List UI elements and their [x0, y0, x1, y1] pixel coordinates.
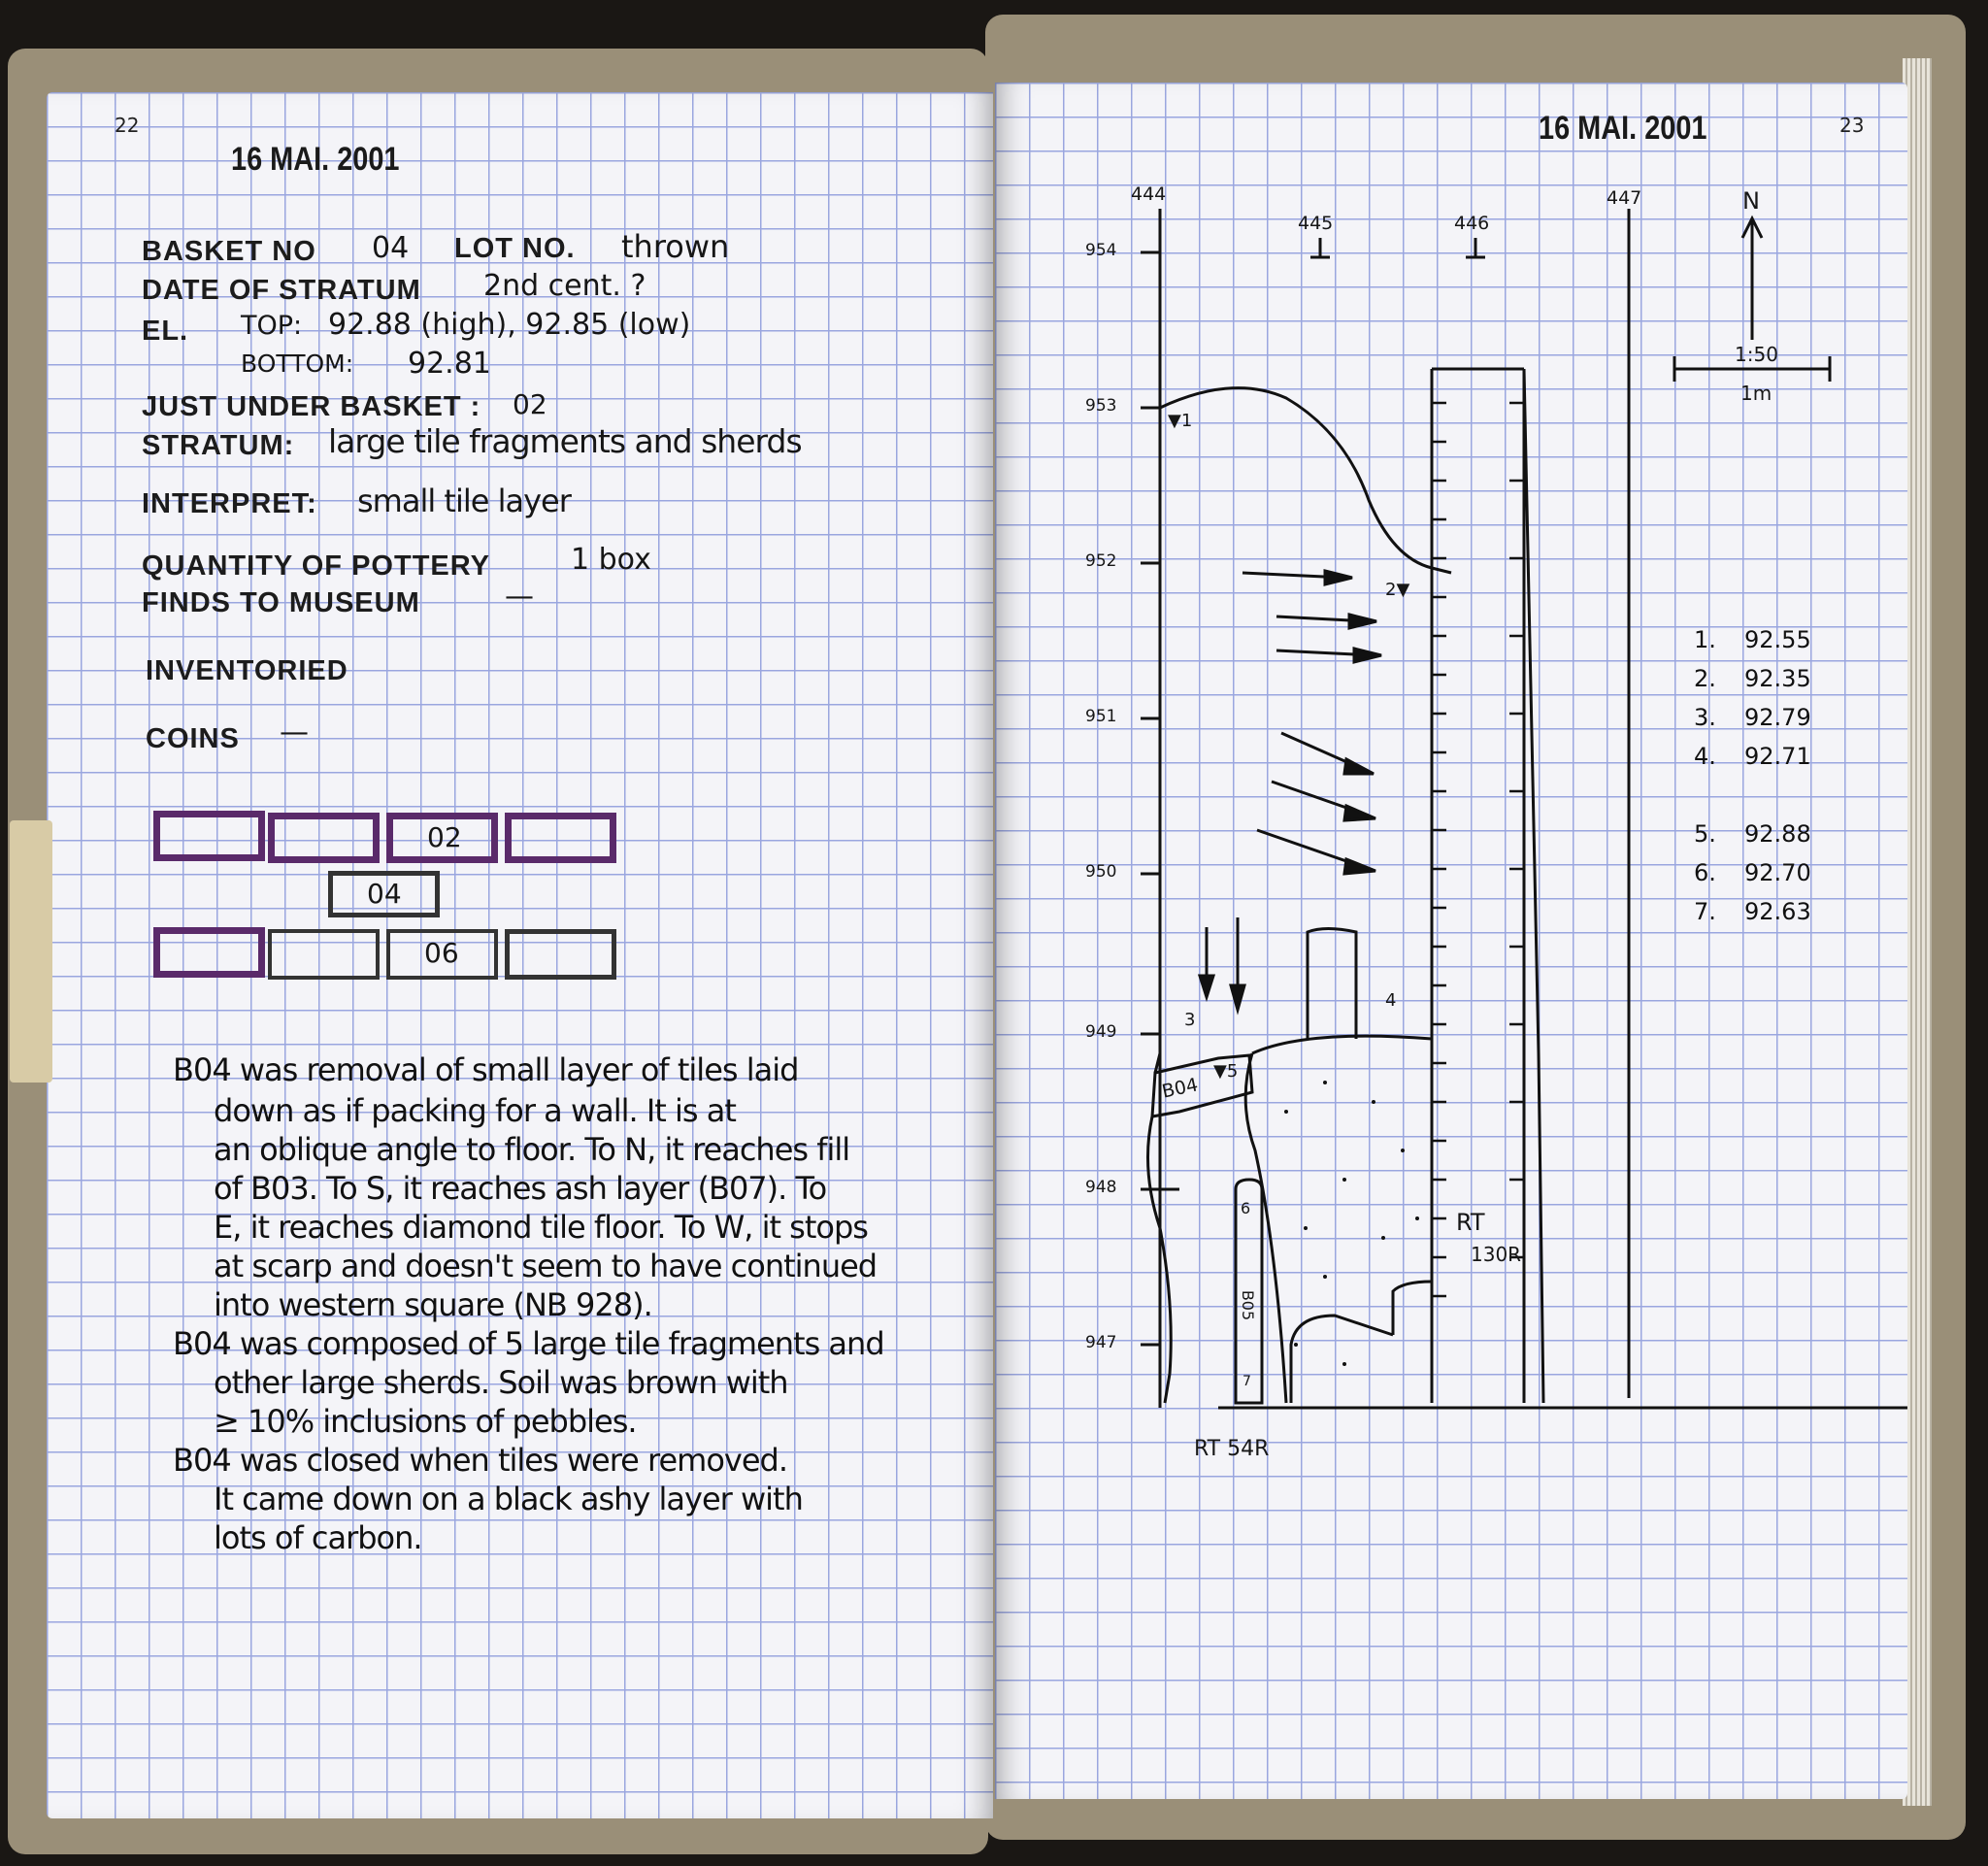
grid-949: 949	[1085, 1022, 1117, 1042]
elev-3-num: 3.	[1694, 704, 1716, 731]
elev-4-num: 4.	[1694, 743, 1716, 770]
el-label: EL.	[142, 316, 189, 347]
note-line-13: lots of carbon.	[214, 1519, 422, 1556]
basket-box-7	[386, 929, 498, 980]
elev-1-val: 92.55	[1744, 626, 1811, 653]
elev-6-val: 92.70	[1744, 859, 1811, 886]
scale-length: 1m	[1740, 382, 1773, 405]
label-b04: B04	[1160, 1074, 1201, 1103]
grid-445: 445	[1298, 213, 1334, 234]
note-line-8: B04 was composed of 5 large tile fragments and	[173, 1325, 884, 1362]
date-value: 2nd cent. ?	[483, 269, 646, 303]
basket-04: 04	[367, 878, 402, 910]
interpret-value: small tile layer	[357, 483, 571, 519]
date-stamp-right: 16 MAI. 2001	[1539, 110, 1707, 147]
label-rt-right-2: 130R	[1471, 1243, 1522, 1266]
top-label: TOP:	[241, 311, 303, 341]
stratum-value: large tile fragments and sherds	[328, 422, 802, 460]
point-1: ▼1	[1168, 411, 1193, 431]
point-4: 4	[1385, 990, 1397, 1011]
inventoried-label: INVENTORIED	[146, 655, 348, 686]
note-line-3: an oblique angle to floor. To N, it reaches fill	[214, 1131, 850, 1168]
grid-446: 446	[1454, 213, 1490, 234]
grid-947: 947	[1085, 1333, 1117, 1352]
note-line-11: B04 was closed when tiles were removed.	[173, 1442, 787, 1479]
elev-2-num: 2.	[1694, 665, 1716, 692]
basket-box-6	[268, 929, 380, 980]
date-stamp-left: 16 MAI. 2001	[231, 141, 400, 178]
grid-953: 953	[1085, 396, 1117, 416]
note-line-1: B04 was removal of small layer of tiles laid	[173, 1051, 799, 1088]
elev-4-val: 92.71	[1744, 743, 1811, 770]
elev-2-val: 92.35	[1744, 665, 1811, 692]
grid-444: 444	[1131, 183, 1167, 205]
label-rt-right: RT	[1456, 1209, 1485, 1236]
bottom-value: 92.81	[408, 347, 491, 381]
scale-ratio: 1:50	[1735, 343, 1778, 366]
bookmark-tab	[10, 820, 52, 1083]
finds-value: —	[505, 580, 534, 614]
coins-value: —	[280, 716, 309, 750]
quantity-value: 1 box	[571, 543, 651, 577]
elev-7-num: 7.	[1694, 898, 1716, 925]
elev-6-num: 6.	[1694, 859, 1716, 886]
note-line-7: into western square (NB 928).	[214, 1286, 652, 1323]
basket-box-middle	[328, 871, 440, 917]
basket-box-3	[386, 813, 498, 863]
elev-1-num: 1.	[1694, 626, 1716, 653]
note-line-4: of B03. To S, it reaches ash layer (B07). To	[214, 1170, 827, 1207]
quantity-label: QUANTITY OF POTTERY	[142, 550, 490, 582]
point-5: ▼5	[1213, 1061, 1239, 1082]
basket-02: 02	[427, 821, 462, 853]
grid-447: 447	[1607, 187, 1642, 209]
basket-label: BASKET NO	[142, 236, 316, 267]
lot-label: LOT NO.	[454, 233, 576, 264]
note-line-6: at scarp and doesn't seem to have continued	[214, 1248, 878, 1284]
grid-954: 954	[1085, 241, 1117, 260]
point-7: 7	[1242, 1374, 1251, 1389]
basket-box-8	[505, 929, 616, 980]
label-b05: B05	[1239, 1289, 1258, 1321]
coins-label: COINS	[146, 723, 240, 754]
bottom-label: BOTTOM:	[241, 350, 354, 378]
right-page	[995, 83, 1907, 1799]
elev-7-val: 92.63	[1744, 898, 1811, 925]
under-label: JUST UNDER BASKET :	[142, 391, 481, 422]
under-value: 02	[513, 388, 547, 420]
basket-value: 04	[372, 231, 410, 265]
interpret-label: INTERPRET:	[142, 488, 317, 519]
note-line-10: ≥ 10% inclusions of pebbles.	[214, 1403, 637, 1440]
basket-box-2	[268, 813, 380, 863]
basket-box-1	[153, 811, 265, 861]
date-label: DATE OF STRATUM	[142, 275, 421, 306]
point-3: 3	[1184, 1010, 1196, 1030]
north-label: N	[1742, 187, 1760, 215]
basket-box-5	[153, 927, 265, 978]
excavation-plan	[995, 83, 1907, 1799]
grid-948: 948	[1085, 1178, 1117, 1197]
point-6: 6	[1241, 1199, 1251, 1217]
finds-label: FINDS TO MUSEUM	[142, 587, 420, 618]
elev-3-val: 92.79	[1744, 704, 1811, 731]
grid-950: 950	[1085, 862, 1117, 882]
note-line-5: E, it reaches diamond tile floor. To W, it stops	[214, 1209, 868, 1246]
basket-06: 06	[424, 937, 459, 969]
note-line-2: down as if packing for a wall. It is at	[214, 1092, 736, 1129]
elev-5-val: 92.88	[1744, 820, 1811, 848]
basket-box-4	[505, 813, 616, 863]
point-2: 2▼	[1385, 580, 1410, 600]
page-number-right: 23	[1839, 114, 1865, 137]
note-line-9: other large sherds. Soil was brown with	[214, 1364, 788, 1401]
grid-952: 952	[1085, 551, 1117, 571]
grid-951: 951	[1085, 707, 1117, 726]
note-line-12: It came down on a black ashy layer with	[214, 1481, 803, 1517]
page-number-left: 22	[115, 114, 140, 137]
lot-value: thrown	[621, 228, 730, 265]
label-rt-bottom: RT 54R	[1194, 1437, 1270, 1461]
stratum-label: STRATUM:	[142, 430, 295, 461]
left-page	[47, 92, 993, 1818]
top-value: 92.88 (high), 92.85 (low)	[328, 308, 691, 342]
elev-5-num: 5.	[1694, 820, 1716, 848]
